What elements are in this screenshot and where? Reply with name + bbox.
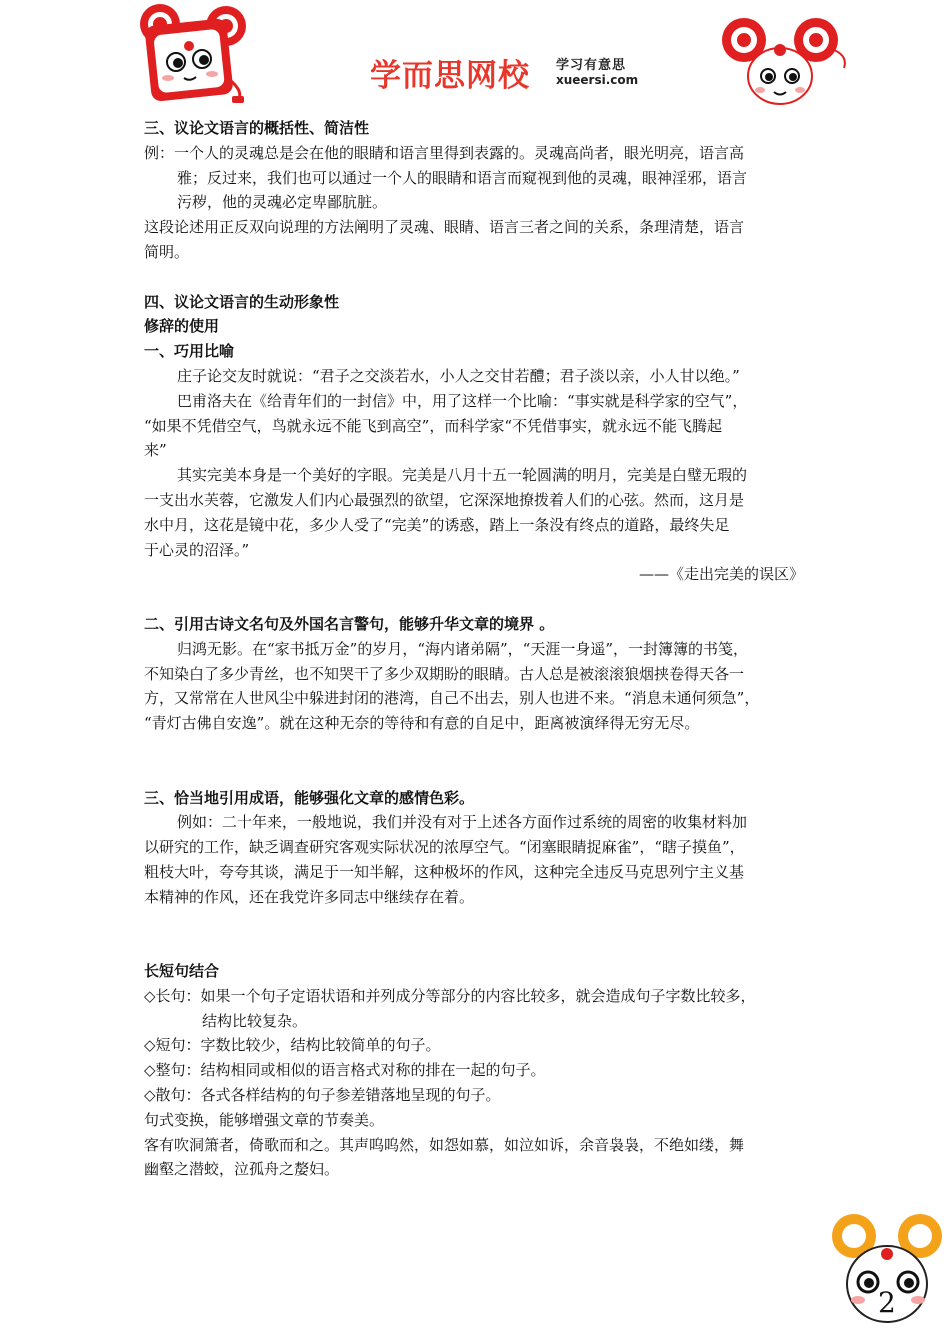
list-item-continuation: 结构比较复杂。 xyxy=(202,1011,308,1030)
citation-source: ——《走出完美的误区》 xyxy=(638,565,804,584)
paragraph-line: 归鸿无影。在“家书抵万金”的岁月，“海内诸弟隔”，“天涯一身遥”，一封簿簿的书笺， xyxy=(177,639,749,658)
paragraph-line: “如果不凭借空气，鸟就永远不能飞到高空”，而科学家“不凭借事实，就永远不能飞腾起 xyxy=(144,416,723,435)
page-header xyxy=(0,0,950,112)
list-item: ◇长句：如果一个句子定语状语和并列成分等部分的内容比较多，就会造成句子字数比较多， xyxy=(144,986,756,1005)
paragraph-line: 于心灵的沼泽。” xyxy=(144,540,250,559)
subheading-sentence-length: 长短句结合 xyxy=(144,962,220,981)
paragraph-line: 以研究的工作，缺乏调查研究客观实际状况的浓厚空气。“闭塞眼睛捉麻雀”，“瞎子摸鱼”， xyxy=(144,838,745,857)
paragraph-line: 来” xyxy=(144,441,167,460)
paragraph-line: 本精神的作风，还在我党许多同志中继续存在着。 xyxy=(144,887,475,906)
paragraph-line: 这段论述用正反双向说理的方法阐明了灵魂、眼睛、语言三者之间的关系，条理清楚，语言 xyxy=(144,218,745,237)
logo-slogan-text: 学习有意思 xyxy=(556,58,627,73)
page-number: 2 xyxy=(878,1286,896,1319)
paragraph-line: 巴甫洛夫在《给青年们的一封信》中，用了这样一个比喻：“事实就是科学家的空气”， xyxy=(177,391,748,410)
mascot-left-icon xyxy=(134,2,264,106)
paragraph-line: 水中月，这花是镜中花，多少人受了“完美”的诱惑，踏上一条没有终点的道路，最终失足 xyxy=(144,515,730,534)
paragraph-line: 句式变换，能够增强文章的节奏美。 xyxy=(144,1110,385,1129)
mascot-right-icon xyxy=(716,10,856,110)
list-item: ◇短句：字数比较少，结构比较简单的句子。 xyxy=(144,1036,441,1055)
paragraph-line: 方，又常常在人世风尘中躲进封闭的港湾，自己不出去，别人也进不来。“消息未通何须急”， xyxy=(144,689,760,708)
paragraph-line: 一支出水芙蓉，它激发人们内心最强烈的欲望，它深深地撩拨着人们的心弦。然而，这月是 xyxy=(144,490,745,509)
subheading-idioms: 三、恰当地引用成语，能够强化文章的感情色彩。 xyxy=(144,788,475,807)
paragraph-line: 简明。 xyxy=(144,242,190,261)
section-heading-4: 四、议论文语言的生动形象性 xyxy=(144,292,340,311)
logo-url-text: xueersi.com xyxy=(556,73,639,87)
paragraph-line: 幽壑之潜蛟，泣孤舟之嫠妇。 xyxy=(144,1160,340,1179)
list-item: ◇散句：各式各样结构的句子参差错落地呈现的句子。 xyxy=(144,1086,501,1105)
list-item: ◇整句：结构相同或相似的语言格式对称的排在一起的句子。 xyxy=(144,1061,546,1080)
document-body xyxy=(144,116,808,1182)
paragraph-line: 庄子论交友时就说：“君子之交淡若水，小人之交甘若醴；君子淡以亲，小人甘以绝。” xyxy=(177,366,740,385)
paragraph-line: 雅；反过来，我们也可以通过一个人的眼睛和语言而窥视到他的灵魂，眼神淫邪，语言 xyxy=(177,168,748,187)
paragraph-line: 其实完美本身是一个美好的字眼。完美是八月十五一轮圆满的明月，完美是白璧无瑕的 xyxy=(177,466,748,485)
paragraph-line: 污秽，他的灵魂必定卑鄙肮脏。 xyxy=(177,193,388,212)
paragraph-line: 客有吹洞箫者，倚歌而和之。其声呜呜然，如怨如慕，如泣如诉，余音袅袅，不绝如缕，舞 xyxy=(144,1135,745,1154)
paragraph-line: 不知染白了多少青丝，也不知哭干了多少双期盼的眼睛。古人总是被滚滚狼烟挟卷得天各一 xyxy=(144,664,745,683)
paragraph-line: 例如：二十年来，一般地说，我们并没有对于上述各方面作过系统的周密的收集材料加 xyxy=(177,813,748,832)
paragraph-line: 例：一个人的灵魂总是会在他的眼睛和语言里得到表露的。灵魂高尚者，眼光明亮，语言高 xyxy=(144,143,745,162)
section-heading-3: 三、议论文语言的概括性、简洁性 xyxy=(144,119,370,137)
subheading-quotation: 二、引用古诗文名句及外国名言警句，能够升华文章的境界 。 xyxy=(144,614,555,633)
subheading-rhetoric: 修辞的使用 xyxy=(144,317,220,336)
paragraph-line: 粗枝大叶，夸夸其谈，满足于一知半解，这种极坏的作风，这种完全违反马克思列宁主义基 xyxy=(144,862,745,881)
logo-main-text: 学而思网校 xyxy=(370,58,530,94)
paragraph-line: “青灯古佛自安逸”。就在这种无奈的等待和有意的自足中，距离被演绎得无穷无尽。 xyxy=(144,714,700,733)
subheading-metaphor: 一、巧用比喻 xyxy=(144,342,235,361)
